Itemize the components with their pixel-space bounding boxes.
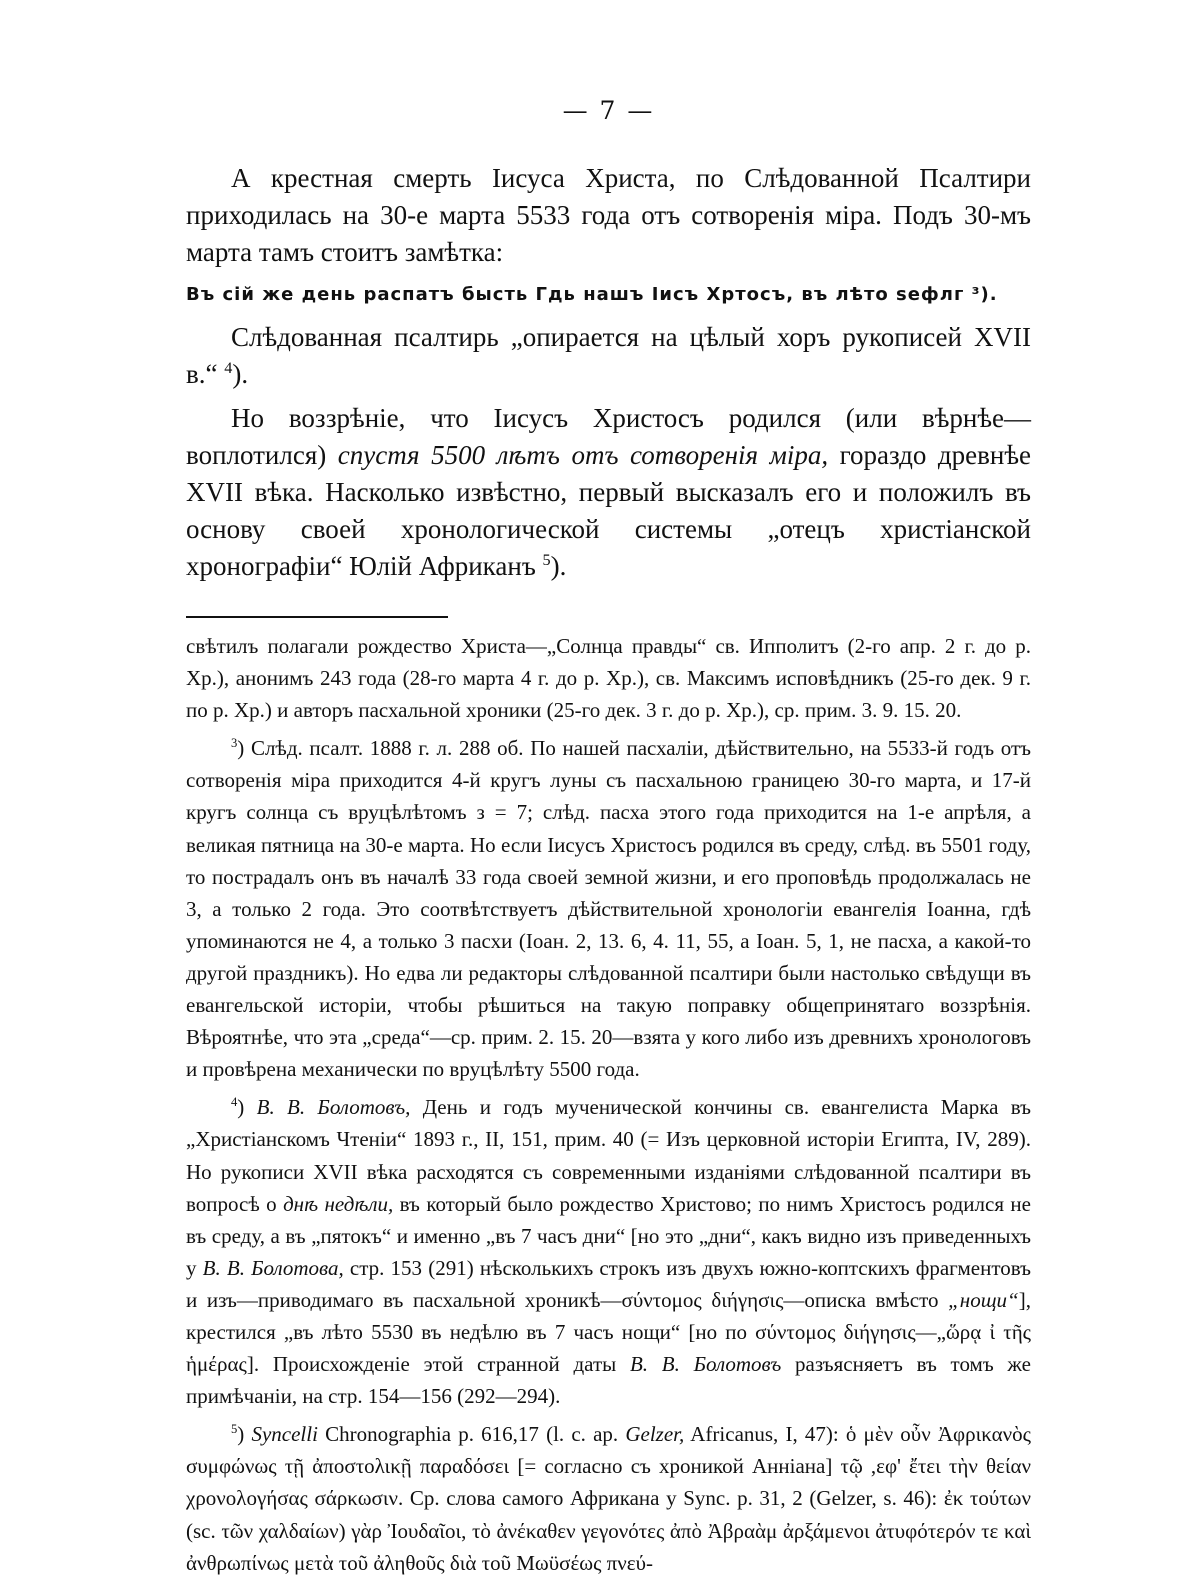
footnote-5-part-b: Chronographia p. 616,17 (l. c. ap. [317,1422,626,1447]
footnote-4-part-b: День и годъ мученической кончины св. евангелиста Марка въ „Христіанскомъ Чтеніи“ 1893 г., II, 151, прим. 40 (= Изъ церковной исторіи Египта, IV, 289). Но рукописи XVII вѣка расходятся съ современными изданіями слѣдованной псалтири въ вопросѣ о [186,1095,1031,1216]
footnote-5-part-a: ) [237,1422,252,1447]
main-paragraph-3-rest: гораздо древнѣе XVII вѣка. Насколько извѣстно, первый высказалъ его и положилъ въ основу своей хронологической системы „отецъ христіанской хронографіи“ Юлій Африканъ [186,440,1031,581]
main-paragraph-2-text: Слѣдованная псалтирь „опирается на цѣлый хоръ рукописей XVII в.“ [186,322,1031,389]
footnote-continuation: свѣтилъ полагали рождество Христа—„Солнца правды“ св. Ипполитъ (2-го апр. 2 г. до р. Хр.), анонимъ 243 года (28-го марта 4 г. до р. Хр.), св. Максимъ исповѣдникъ (25-го дек. 9 г. по р. Хр.) и авторъ пасхальной хроники (25-го дек. 3 г. до р. Хр.), ср. прим. 3. 9. 15. 20. [186,634,1031,723]
footnote-4-author: В. В. Болотовъ, [256,1095,411,1120]
footnote-5-marker: 5 [231,1422,238,1437]
footnote-4 [186,1091,1031,1412]
footnote-4-marker: 4 [231,1095,238,1110]
footnote-4-part-c: въ который было рождество Христово; по нимъ Христосъ родился не въ среду, а въ „пятокъ“ и именно „въ 7 часъ дни“ [но это „дни“, какъ видно изъ приведенныхъ у [186,1191,1031,1280]
footnote-3-text: ) Слѣд. псалт. 1888 г. л. 288 об. По нашей пасхаліи, дѣйствительно, на 5533-й годъ отъ сотворенія міра приходится 4-й кругъ луны съ пасхальною границею 30-го марта, и 17-й кругъ солнца съ вруцѣлѣтомъ з = 7; слѣд. пасха этого года приходится на 1-е апрѣля, а великая пятница на 30-е марта. Но если Іисусъ Христосъ родился въ среду, слѣд. въ 5501 году, то пострадалъ онъ въ началѣ 33 года своей земной жизни, и его проповѣдь продолжалась не 3, а только 2 года. Это соотвѣтствуетъ дѣйствительной хронологіи евангелія Іоанна, гдѣ упоминаются не 4, а только 3 пасхи (Іоан. 2, 13. 6, 4. 11, 55, а Іоан. 5, 1, не пасха, а какой-то другой праздникъ). Но едва ли редакторы слѣдованной псалтири были настолько свѣдущи въ евангельской исторіи, чтобы рѣшиться на такую поправку общепринятаго воззрѣнія. Вѣроятнѣе, что эта „среда“—ср. прим. 2. 15. 20—взята у кого либо изъ древнихъ хронологовъ и провѣрена механически по вруцѣлѣту 5500 года. [186,736,1031,1082]
book-page [186,96,1031,1579]
main-paragraph-2-end: ). [232,359,249,389]
footnote-4-italic-day: днѣ недѣли, [283,1191,394,1216]
footnote-4-part-e: ], крестился „въ лѣто 5530 въ недѣлю въ 7 часъ нощи“ [но по σύντομος διήγησις—„ὥρᾳ ἰ τῆς ἡμέρας]. Происхожденіе этой странной даты [186,1287,1031,1377]
main-paragraph-2 [186,319,1031,393]
footnote-3 [186,732,1031,1085]
footnote-ref-5: 5 [542,551,551,569]
footnote-5-part-c: Africanus, I, 47): ὁ μὲν οὖν Ἀφρικανὸς συμφώνως τῇ ἀποστολικῇ παραδόσει [= согласно съ хроникой Анніана] τῷ ,εφ' ἔτει τὴν θείαν χρονολογήσας σάρκωσιν. Ср. слова самого Африкана у Sync. p. 31, 2 (Gelzer, s. 46): ἐκ τούτων (sc. τῶν χαλδαίων) γὰρ Ἰουδαῖοι, τὸ ἀνέκαθεν γεγονότες ἀπὸ Ἀβραὰμ ἀρξάμενοι ἀτυφότερόν τε καὶ ἀνθρωπίνως μετὰ τοῦ ἀληθοῦς διὰ τοῦ Μωϋσέως πνεύ- [186,1422,1031,1575]
footnote-4-author-3: В. В. Болотовъ [629,1352,782,1377]
page-number: — 7 — [562,96,655,125]
main-paragraph-3-start: Но воззрѣніе, что Іисусъ Христосъ родился (или вѣрнѣе—воплотился) [186,403,1031,470]
footnote-4-part-a: ) [237,1095,257,1120]
footnote-divider [186,616,448,618]
footnote-4-author-2: В. В. Болотова, [202,1255,344,1280]
main-paragraph-1: А крестная смерть Іисуса Христа, по Слѣдованной Псалтири приходилась на 30-е марта 5533 года отъ сотворенія міра. Подъ 30-мъ марта тамъ стоитъ замѣтка: [186,163,1031,267]
footnote-5 [186,1418,1031,1578]
footnote-5-syncellus: Syncelli [251,1422,318,1447]
footnote-4-part-f: разъясняетъ въ томъ же примѣчаніи, на стр. 154—156 (292—294). [186,1352,1031,1409]
footnote-4-part-d: стр. 153 (291) нѣсколькихъ строкъ изъ двухъ южно-коптскихъ фрагментовъ и изъ—приводимаго въ пасхальной хроникѣ—σύντομος διήγησις—описка вмѣсто [186,1255,1032,1312]
main-paragraph-3 [186,400,1031,585]
footnote-ref-4: 4 [224,359,233,377]
footnote-3-marker: 3 [231,736,238,751]
footnote-4-italic-night: „нощи“ [948,1287,1019,1312]
slavonic-quote: Въ сій же день распатъ бысть Гдь нашъ Іисъ Хртосъ, въ лѣто ѕефлг ³). [186,284,998,305]
main-paragraph-3-end: ). [550,551,567,581]
footnote-5-gelzer: Gelzer, [625,1422,685,1447]
main-paragraph-3-italic: спустя 5500 лѣтъ отъ сотворенія міра, [337,440,829,470]
